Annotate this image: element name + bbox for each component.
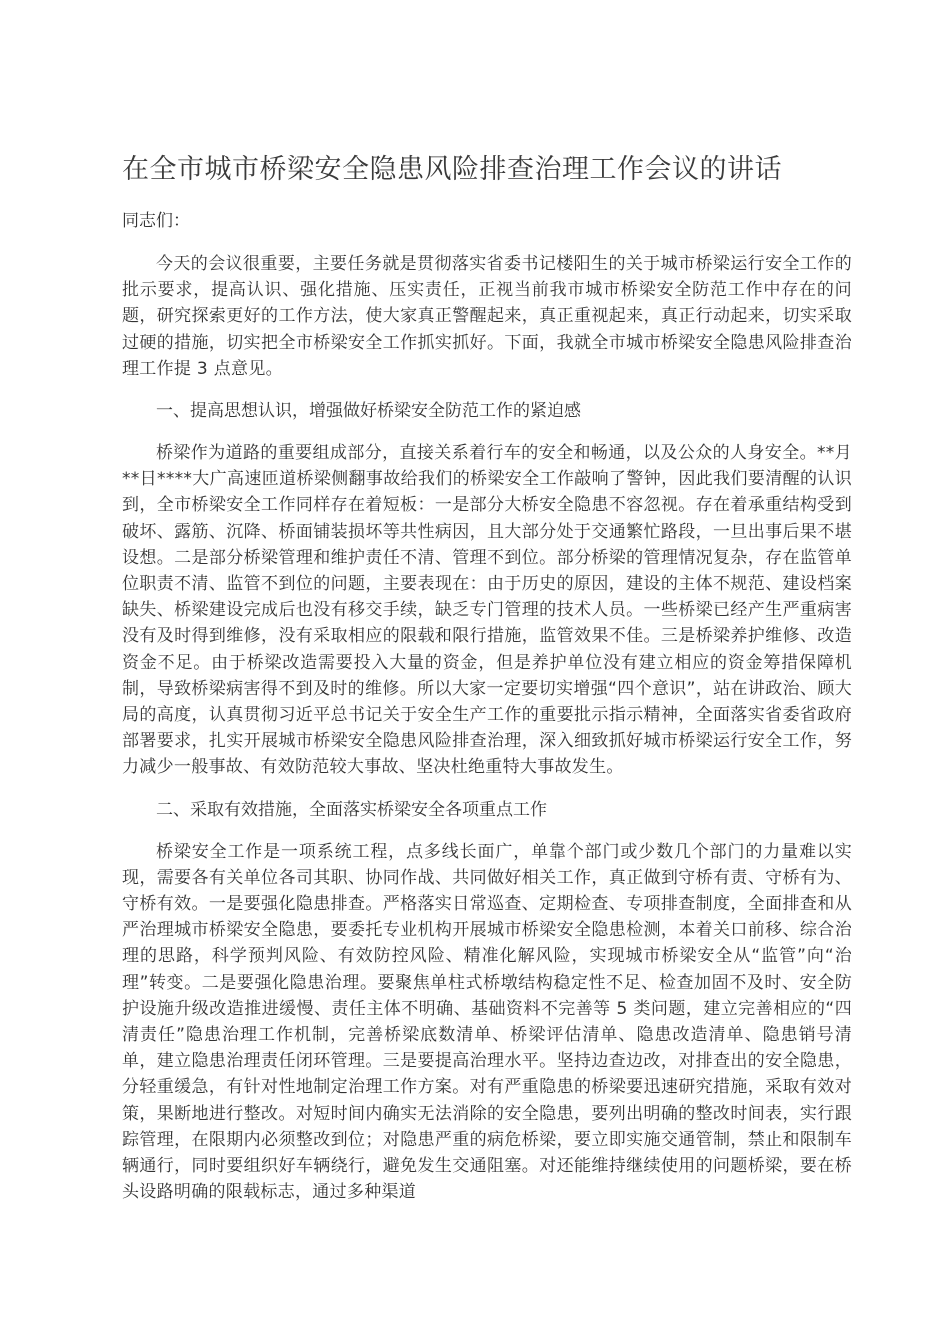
section-1-paragraph: 桥梁作为道路的重要组成部分，直接关系着行车的安全和畅通，以及公众的人身安全。**月**日****大广高速匝道桥梁侧翻事故给我们的桥梁安全工作敲响了警钟，因此我们要清醒的认识到，全市桥梁安全工作同样存在着短板：一是部分大桥安全隐患不容忽视。存在着承重结构受到破坏、露筋、沉降、桥面铺装损坏等共性病因，且大部分处于交通繁忙路段，一旦出事后果不堪设想。二是部分桥梁管理和维护责任不清、管理不到位。部分桥梁的管理情况复杂，存在监管单位职责不清、监管不到位的问题，主要表现在：由于历史的原因，建设的主体不规范、建设档案缺失、桥梁建设完成后也没有移交手续，缺乏专门管理的技术人员。一些桥梁已经产生严重病害没有及时得到维修，没有采取相应的限载和限行措施，监管效果不佳。三是桥梁养护维修、改造资金不足。由于桥梁改造需要投入大量的资金，但是养护单位没有建立相应的资金筹措保障机制，导致桥梁病害得不到及时的维修。所以大家一定要切实增强“四个意识”，站在讲政治、顾大局的高度，认真贯彻习近平总书记关于安全生产工作的重要批示指示精神，全面落实省委省政府部署要求，扎实开展城市桥梁安全隐患风险排查治理，深入细致抓好城市桥梁运行安全工作，努力减少一般事故、有效防范较大事故、坚决杜绝重特大事故发生。 bbox=[122, 443, 852, 778]
document-title: 在全市城市桥梁安全隐患风险排查治理工作会议的讲话 bbox=[122, 154, 782, 185]
salutation: 同志们： bbox=[122, 211, 190, 231]
intro-paragraph: 今天的会议很重要，主要任务就是贯彻落实省委书记楼阳生的关于城市桥梁运行安全工作的批示要求，提高认识、强化措施、压实责任，正视当前我市城市桥梁安全防范工作中存在的问题，研究探索更好的工作方法，使大家真正警醒起来，真正重视起来，真正行动起来，切实采取过硬的措施，切实把全市桥梁安全工作抓实抓好。下面，我就全市城市桥梁安全隐患风险排查治理工作提 3 点意见。 bbox=[122, 254, 852, 379]
document-page bbox=[122, 150, 852, 1222]
section-2-paragraph: 桥梁安全工作是一项系统工程，点多线长面广，单靠个部门或少数几个部门的力量难以实现，需要各有关单位各司其职、协同作战、共同做好相关工作，真正做到守桥有责、守桥有为、守桥有效。一是要强化隐患排查。严格落实日常巡查、定期检查、专项排查制度，全面排查和从严治理城市桥梁安全隐患，要委托专业机构开展城市桥梁安全隐患检测，本着关口前移、综合治理的思路，科学预判风险、有效防控风险、精准化解风险，实现城市桥梁安全从“监管”向“治理”转变。二是要强化隐患治理。要聚焦单柱式桥墩结构稳定性不足、检查加固不及时、安全防护设施升级改造推进缓慢、责任主体不明确、基础资料不完善等 5 类问题，建立完善相应的“四清责任”隐患治理工作机制，完善桥梁底数清单、桥梁评估清单、隐患改造清单、隐患销号清单，建立隐患治理责任闭环管理。三是要提高治理水平。坚持边查边改，对排查出的安全隐患，分轻重缓急，有针对性地制定治理工作方案。对有严重隐患的桥梁要迅速研究措施，采取有效对策，果断地进行整改。对短时间内确实无法消除的安全隐患，要列出明确的整改时间表，实行跟踪管理，在限期内必须整改到位；对隐患严重的病危桥梁，要立即实施交通管制，禁止和限制车辆通行，同时要组织好车辆绕行，避免发生交通阻塞。对还能维持继续使用的问题桥梁，要在桥头设路明确的限载标志，通过多种渠道 bbox=[122, 841, 852, 1203]
section-2-heading: 二、采取有效措施，全面落实桥梁安全各项重点工作 bbox=[156, 799, 547, 820]
section-1-heading: 一、提高思想认识，增强做好桥梁安全防范工作的紧迫感 bbox=[156, 401, 581, 422]
